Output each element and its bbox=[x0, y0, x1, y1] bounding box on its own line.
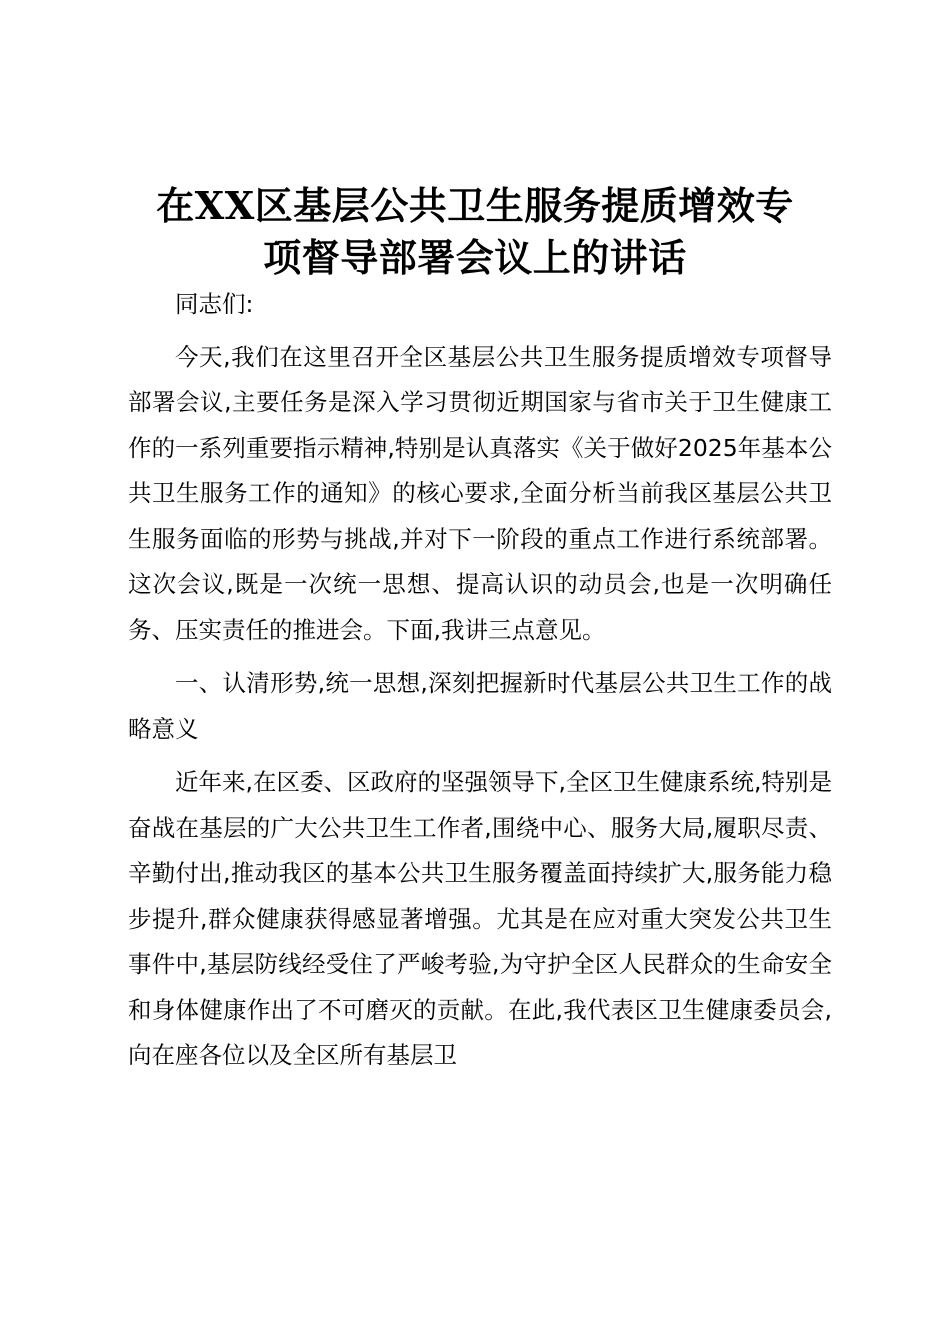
title-line-1: 在XX区基层公共卫生服务提质增效专 bbox=[156, 183, 794, 228]
section-heading-1: 一、认清形势,统一思想,深刻把握新时代基层公共卫生工作的战略意义 bbox=[128, 669, 832, 743]
document-title bbox=[120, 180, 830, 284]
paragraph-section-1: 近年来,在区委、区政府的坚强领导下,全区卫生健康系统,特别是奋战在基层的广大公共卫生工作者,围绕中心、服务大局,履职尽责、辛勤付出,推动我区的基本公共卫生服务覆盖面持续扩大,服务能力稳步提升,群众健康获得感显著增强。尤其是在应对重大突发公共卫生事件中,基层防线经受住了严峻考验,为守护全区人民群众的生命安全和身体健康作出了不可磨灭的贡献。在此,我代表区卫生健康委员会,向在座各位以及全区所有基层卫 bbox=[128, 768, 832, 1069]
document-body bbox=[128, 282, 832, 1087]
greeting: 同志们: bbox=[175, 290, 254, 318]
title-line-2: 项督导部署会议上的讲话 bbox=[263, 235, 687, 280]
paragraph-intro: 今天,我们在这里召开全区基层公共卫生服务提质增效专项督导部署会议,主要任务是深入学习贯彻近期国家与省市关于卫生健康工作的一系列重要指示精神,特别是认真落实《关于做好2025年基本公共卫生服务工作的通知》的核心要求,全面分析当前我区基层公共卫生服务面临的形势与挑战,并对下一阶段的重点工作进行系统部署。这次会议,既是一次统一思想、提高认识的动员会,也是一次明确任务、压实责任的推进会。下面,我讲三点意见。 bbox=[128, 342, 832, 644]
